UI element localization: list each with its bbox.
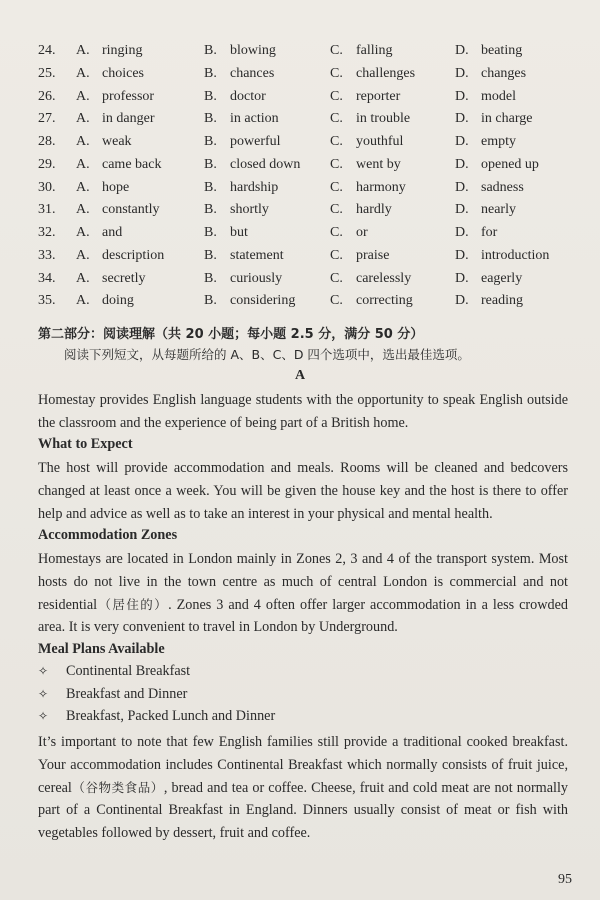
- option-letter: D.: [455, 202, 469, 218]
- question-number: 34.: [38, 270, 56, 286]
- option-text: doing: [102, 293, 134, 309]
- option-c: [330, 108, 410, 130]
- option-a: [76, 86, 154, 108]
- option-text: statement: [230, 247, 284, 263]
- option-text: correcting: [356, 293, 413, 309]
- option-b: [204, 131, 281, 153]
- option-letter: C.: [330, 293, 343, 309]
- option-c: [330, 86, 400, 108]
- option-letter: A.: [76, 247, 90, 263]
- option-letter: D.: [455, 270, 469, 286]
- option-text: powerful: [230, 134, 281, 149]
- option-text: closed down: [230, 156, 301, 172]
- option-letter: B.: [204, 156, 217, 172]
- option-a: [76, 154, 161, 176]
- option-d: [455, 63, 526, 85]
- option-letter: D.: [455, 134, 469, 149]
- option-text: reporter: [356, 88, 401, 104]
- option-letter: A.: [76, 134, 90, 149]
- part-heading: 第二部分：阅读理解（共 20 小题；每小题 2.5 分，满分 50 分）: [38, 327, 424, 342]
- option-text: choices: [102, 65, 144, 81]
- closing-text-after: , bread and tea or coffee. Cheese, fruit and cold meat are not normally part of a Continental Breakfast in England. Dinners usually consist of meat or fish with vegetables followed by dessert, fruit and coffee.: [38, 779, 568, 842]
- option-c: [330, 177, 406, 199]
- option-d: [455, 177, 524, 199]
- option-d: [455, 199, 516, 221]
- option-b: [204, 63, 274, 85]
- closing-paragraph: [38, 731, 568, 845]
- option-text: opened up: [481, 156, 539, 172]
- option-letter: D.: [455, 43, 469, 58]
- option-letter: D.: [455, 111, 469, 127]
- option-text: youthful: [356, 134, 404, 149]
- option-c: [330, 290, 413, 312]
- option-text: model: [481, 88, 516, 104]
- option-letter: A.: [76, 225, 90, 240]
- section-heading-accommodation-zones: Accommodation Zones: [38, 527, 178, 543]
- option-row: [38, 222, 598, 245]
- option-row: [38, 199, 598, 222]
- option-b: [204, 108, 279, 130]
- option-letter: C.: [330, 65, 343, 81]
- question-number: 25.: [38, 65, 56, 81]
- option-d: [455, 290, 523, 312]
- option-b: [204, 222, 248, 244]
- question-number: 35.: [38, 293, 56, 309]
- option-letter: C.: [330, 270, 343, 286]
- option-row: [38, 177, 598, 200]
- option-letter: A.: [76, 179, 90, 195]
- passage-title: A: [294, 368, 306, 383]
- option-letter: B.: [204, 111, 217, 127]
- question-number: 24.: [38, 43, 56, 58]
- option-row: [38, 245, 598, 268]
- option-letter: B.: [204, 179, 217, 195]
- option-d: [455, 131, 516, 153]
- option-a: [76, 268, 146, 290]
- closing-text-before: It’s important to note that few English families still provide a traditional cooked breakfast. Your accommodation includes Continental Breakfast which normally consists of fruit juice, cereal: [38, 734, 568, 796]
- option-letter: C.: [330, 111, 343, 127]
- option-text: professor: [102, 88, 155, 104]
- option-b: [204, 177, 278, 199]
- option-letter: B.: [204, 293, 217, 309]
- option-d: [455, 40, 522, 62]
- option-row: [38, 268, 598, 291]
- option-b: [204, 86, 266, 108]
- question-number: 29.: [38, 156, 56, 172]
- option-a: [76, 245, 164, 267]
- option-text: carelessly: [356, 270, 412, 286]
- option-text: doctor: [230, 88, 266, 104]
- option-text: in action: [230, 111, 279, 127]
- option-a: [76, 222, 122, 244]
- option-row: [38, 40, 598, 63]
- option-text: praise: [356, 247, 390, 263]
- option-row: [38, 86, 598, 109]
- option-row: [38, 63, 598, 86]
- option-text: for: [481, 225, 498, 240]
- option-b: [204, 199, 269, 221]
- option-text: and: [102, 225, 123, 240]
- option-text: went by: [356, 156, 401, 172]
- page-number: 95: [558, 872, 572, 887]
- option-text: shortly: [230, 202, 269, 218]
- option-text: chances: [230, 65, 275, 81]
- option-letter: D.: [455, 293, 469, 309]
- option-text: sadness: [481, 179, 524, 195]
- option-letter: D.: [455, 179, 469, 195]
- option-d: [455, 154, 539, 176]
- zones-gloss: （居住的）: [97, 596, 169, 612]
- option-c: [330, 222, 368, 244]
- zones-text-after: . Zones 3 and 4 often offer larger accommodation in a less crowded area. It is very convenient to travel in London by Underground.: [38, 596, 568, 636]
- closing-gloss: （谷物类食品）: [71, 779, 164, 795]
- option-b: [204, 245, 284, 267]
- option-c: [330, 131, 403, 153]
- option-letter: C.: [330, 88, 343, 104]
- option-letter: A.: [76, 293, 90, 309]
- question-number: 32.: [38, 225, 56, 240]
- option-a: [76, 199, 160, 221]
- question-number: 33.: [38, 247, 56, 263]
- meal-plan-item: [38, 663, 190, 680]
- option-letter: B.: [204, 88, 217, 104]
- option-c: [330, 268, 411, 290]
- option-text: secretly: [102, 270, 146, 286]
- option-letter: B.: [204, 270, 217, 286]
- option-text: curiously: [230, 270, 283, 286]
- option-letter: D.: [455, 247, 469, 263]
- meal-plan-label: Continental Breakfast: [66, 663, 191, 679]
- option-letter: B.: [204, 65, 217, 81]
- option-d: [455, 108, 532, 130]
- option-row: [38, 108, 598, 131]
- section-heading-what-to-expect: What to Expect: [38, 436, 133, 452]
- option-text: but: [230, 225, 248, 240]
- option-text: came back: [102, 156, 162, 172]
- option-letter: C.: [330, 202, 343, 218]
- option-b: [204, 154, 300, 176]
- option-text: challenges: [356, 65, 416, 81]
- option-text: in charge: [481, 111, 533, 127]
- option-letter: C.: [330, 134, 343, 149]
- option-row: [38, 154, 598, 177]
- option-d: [455, 268, 522, 290]
- option-c: [330, 154, 401, 176]
- option-text: introduction: [481, 247, 550, 263]
- option-letter: A.: [76, 202, 90, 218]
- option-letter: B.: [204, 202, 217, 218]
- question-number: 27.: [38, 111, 56, 127]
- option-letter: A.: [76, 65, 90, 81]
- option-letter: D.: [455, 225, 469, 240]
- cloze-options: [38, 40, 598, 313]
- option-letter: A.: [76, 88, 90, 104]
- option-text: blowing: [230, 43, 276, 58]
- option-b: [204, 290, 295, 312]
- option-letter: C.: [330, 247, 343, 263]
- option-text: reading: [481, 293, 523, 309]
- what-to-expect-paragraph: The host will provide accommodation and meals. Rooms will be cleaned and bedcovers changed at least once a week. You will be given the house key and the host is there to offer help and advice as well as to take an interest in your physical and mental health.: [38, 460, 568, 522]
- option-letter: C.: [330, 179, 343, 195]
- option-letter: D.: [455, 156, 469, 172]
- option-text: nearly: [481, 202, 516, 218]
- option-text: hope: [102, 179, 130, 195]
- option-d: [455, 245, 549, 267]
- option-c: [330, 199, 392, 221]
- option-a: [76, 290, 134, 312]
- option-letter: A.: [76, 111, 90, 127]
- zones-text-before: Homestays are located in London mainly in Zones 2, 3 and 4 of the transport system. Most hosts do not live in the town centre as much of central London is commercial and not residential: [38, 551, 568, 613]
- option-a: [76, 177, 129, 199]
- option-d: [455, 222, 497, 244]
- option-d: [455, 86, 516, 108]
- option-row: [38, 290, 598, 313]
- accommodation-zones-paragraph: [38, 548, 568, 639]
- diamond-bullet-icon: ✧: [38, 664, 49, 678]
- option-a: [76, 131, 132, 153]
- option-a: [76, 108, 154, 130]
- meal-plan-item: [38, 686, 187, 703]
- option-letter: A.: [76, 270, 90, 286]
- option-text: hardly: [356, 202, 392, 218]
- option-letter: D.: [455, 65, 469, 81]
- option-text: constantly: [102, 202, 160, 218]
- option-text: empty: [481, 134, 516, 149]
- option-letter: A.: [76, 43, 90, 58]
- option-text: harmony: [356, 179, 406, 195]
- option-c: [330, 245, 389, 267]
- intro-paragraph: Homestay provides English language students with the opportunity to speak English outside the classroom and the experience of being part of a British home.: [38, 392, 568, 431]
- option-text: hardship: [230, 179, 279, 195]
- question-number: 31.: [38, 202, 56, 218]
- option-letter: B.: [204, 134, 217, 149]
- diamond-bullet-icon: ✧: [38, 687, 49, 701]
- option-text: in danger: [102, 111, 155, 127]
- option-a: [76, 63, 144, 85]
- meal-plan-label: Breakfast and Dinner: [66, 686, 188, 702]
- option-c: [330, 40, 393, 62]
- option-b: [204, 268, 282, 290]
- option-letter: D.: [455, 88, 469, 104]
- option-text: beating: [481, 43, 523, 58]
- option-letter: B.: [204, 225, 217, 240]
- option-letter: C.: [330, 43, 343, 58]
- option-text: eagerly: [481, 270, 523, 286]
- question-number: 28.: [38, 134, 56, 149]
- section-heading-meal-plans: Meal Plans Available: [38, 641, 165, 657]
- instruction-text: 阅读下列短文，从每题所给的 A、B、C、D 四个选项中，选出最佳选项。: [64, 347, 470, 362]
- option-letter: C.: [330, 225, 343, 240]
- option-letter: C.: [330, 156, 343, 172]
- option-letter: A.: [76, 156, 90, 172]
- option-text: weak: [102, 134, 132, 149]
- meal-plan-item: [38, 708, 275, 725]
- option-text: or: [356, 225, 368, 240]
- option-a: [76, 40, 142, 62]
- question-number: 30.: [38, 179, 56, 195]
- meal-plan-label: Breakfast, Packed Lunch and Dinner: [66, 708, 276, 724]
- option-text: changes: [481, 65, 527, 81]
- option-text: in trouble: [356, 111, 411, 127]
- option-c: [330, 63, 415, 85]
- option-text: description: [102, 247, 165, 263]
- question-number: 26.: [38, 88, 56, 104]
- option-row: [38, 131, 598, 154]
- option-b: [204, 40, 276, 62]
- option-text: considering: [230, 293, 296, 309]
- option-letter: B.: [204, 247, 217, 263]
- option-text: falling: [356, 43, 393, 58]
- option-text: ringing: [102, 43, 143, 58]
- option-letter: B.: [204, 43, 217, 58]
- diamond-bullet-icon: ✧: [38, 709, 49, 723]
